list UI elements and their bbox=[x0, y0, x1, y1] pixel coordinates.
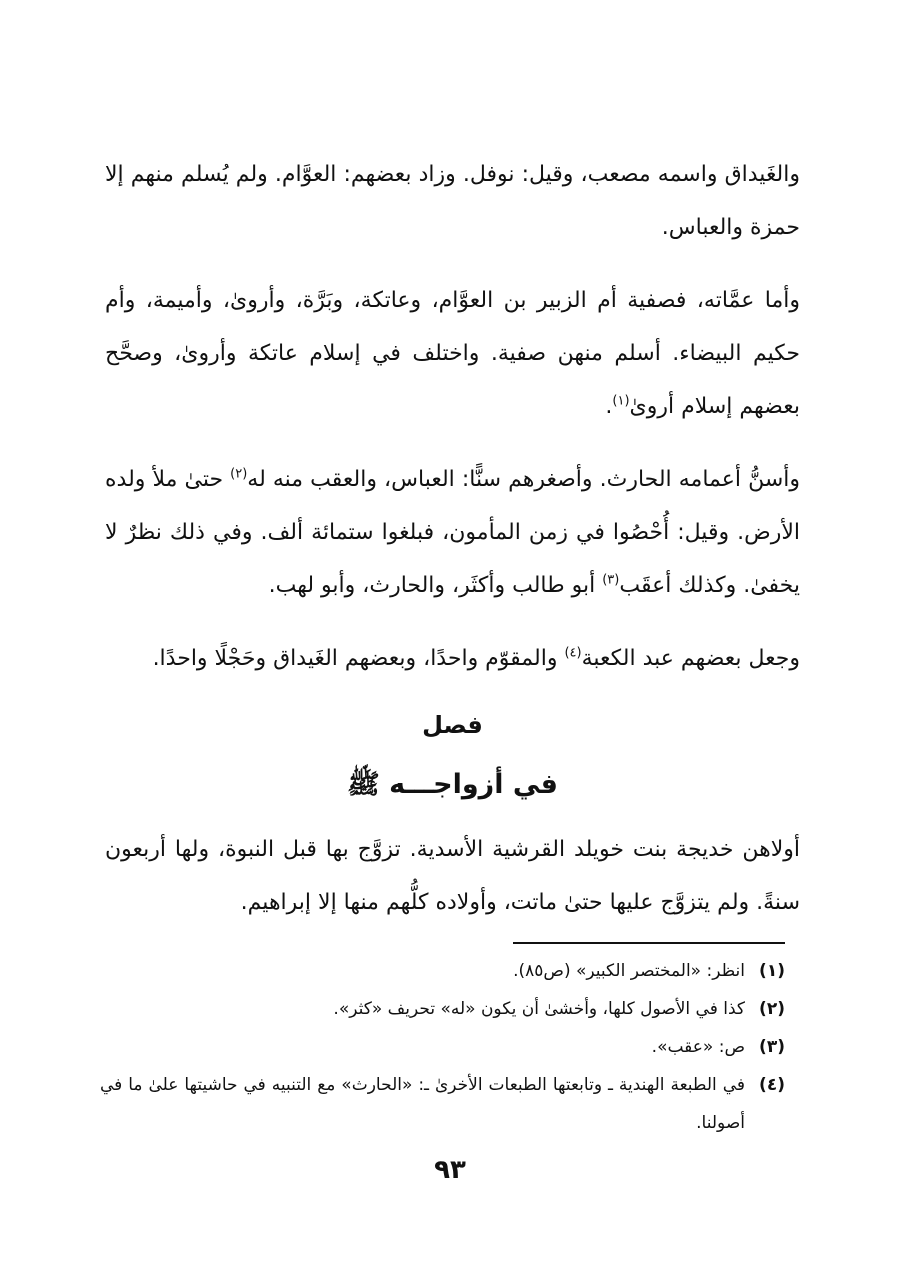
paragraph-3-text-c: أبو طالب وأكثَر، والحارث، وأبو لهب. bbox=[268, 573, 603, 598]
paragraph-5 bbox=[105, 823, 800, 929]
footnote-item bbox=[100, 1028, 785, 1066]
paragraph-5-text: أولاهن خديجة بنت خويلد القرشية الأسدية. تزوَّج بها قبل النبوة، ولها أربعون سنةً. ولم يتزوَّج عليها حتىٰ ماتت، وأولاده كلُّهم منها إلا إبراهيم. bbox=[105, 837, 800, 915]
section-label: فصل bbox=[422, 711, 483, 739]
footnote-divider bbox=[513, 942, 785, 944]
paragraph-2-text: وأما عمَّاته، فصفية أم الزبير بن العوَّام، وعاتكة، وبَرَّة، وأروىٰ، وأميمة، وأم حكيم البيضاء. أسلم منهن صفية. واختلف في إسلام عاتكة وأروىٰ، وصحَّح بعضهم إسلام أروىٰ bbox=[105, 288, 800, 419]
footnote-item bbox=[100, 990, 785, 1028]
page-body bbox=[105, 148, 800, 949]
paragraph-2 bbox=[105, 274, 800, 433]
paragraph-1 bbox=[105, 148, 800, 254]
footnotes bbox=[100, 942, 785, 1142]
footnote-ref-1: (١) bbox=[612, 393, 630, 409]
footnote-ref-4: (٤) bbox=[564, 645, 582, 661]
page-number: ٩٣ bbox=[434, 1155, 466, 1185]
footnote-item bbox=[100, 1066, 785, 1142]
footnote-number: (٤) bbox=[759, 1075, 785, 1095]
footnote-text: كذا في الأصول كلها، وأخشىٰ أن يكون «له» تحريف «كثر». bbox=[333, 999, 745, 1019]
paragraph-4-text-a: وجعل بعضهم عبد الكعبة bbox=[581, 646, 800, 671]
paragraph-3-text-a: وأسنُّ أعمامه الحارث. وأصغرهم سنًّا: العباس، والعقب منه له bbox=[247, 467, 800, 492]
paragraph-4 bbox=[105, 632, 800, 685]
footnote-number: (٣) bbox=[759, 1037, 785, 1057]
paragraph-2-end: . bbox=[605, 394, 613, 419]
footnote-item bbox=[100, 952, 785, 990]
footnote-ref-2: (٢) bbox=[230, 466, 248, 482]
paragraph-4-text-b: والمقوّم واحدًا، وبعضهم الغَيداق وحَجْلًا واحدًا. bbox=[152, 646, 565, 671]
footnote-number: (٢) bbox=[759, 999, 785, 1019]
paragraph-3 bbox=[105, 453, 800, 612]
footnote-list bbox=[100, 952, 785, 1142]
footnote-text: ص: «عقب». bbox=[651, 1037, 745, 1057]
footnote-text: في الطبعة الهندية ـ وتابعتها الطبعات الأخرىٰ ـ: «الحارث» مع التنبيه في حاشيتها علىٰ ما في أصولنا. bbox=[100, 1075, 745, 1133]
paragraph-3-text-b: حتىٰ ملأ ولده الأرض. وقيل: أُحْصُوا في زمن المأمون، فبلغوا ستمائة ألف. وفي ذلك نظرٌ لا يخفىٰ. وكذلك أعقَب bbox=[105, 467, 800, 598]
section-title: في أزواجـــه ﷺ bbox=[347, 769, 558, 800]
footnote-text: انظر: «المختصر الكبير» (ص٨٥). bbox=[513, 961, 745, 981]
footnote-ref-3: (٣) bbox=[602, 572, 620, 588]
paragraph-1-text: والغَيداق واسمه مصعب، وقيل: نوفل. وزاد بعضهم: العوَّام. ولم يُسلم منهم إلا حمزة والعباس. bbox=[105, 162, 800, 240]
footnote-number: (١) bbox=[759, 961, 785, 981]
